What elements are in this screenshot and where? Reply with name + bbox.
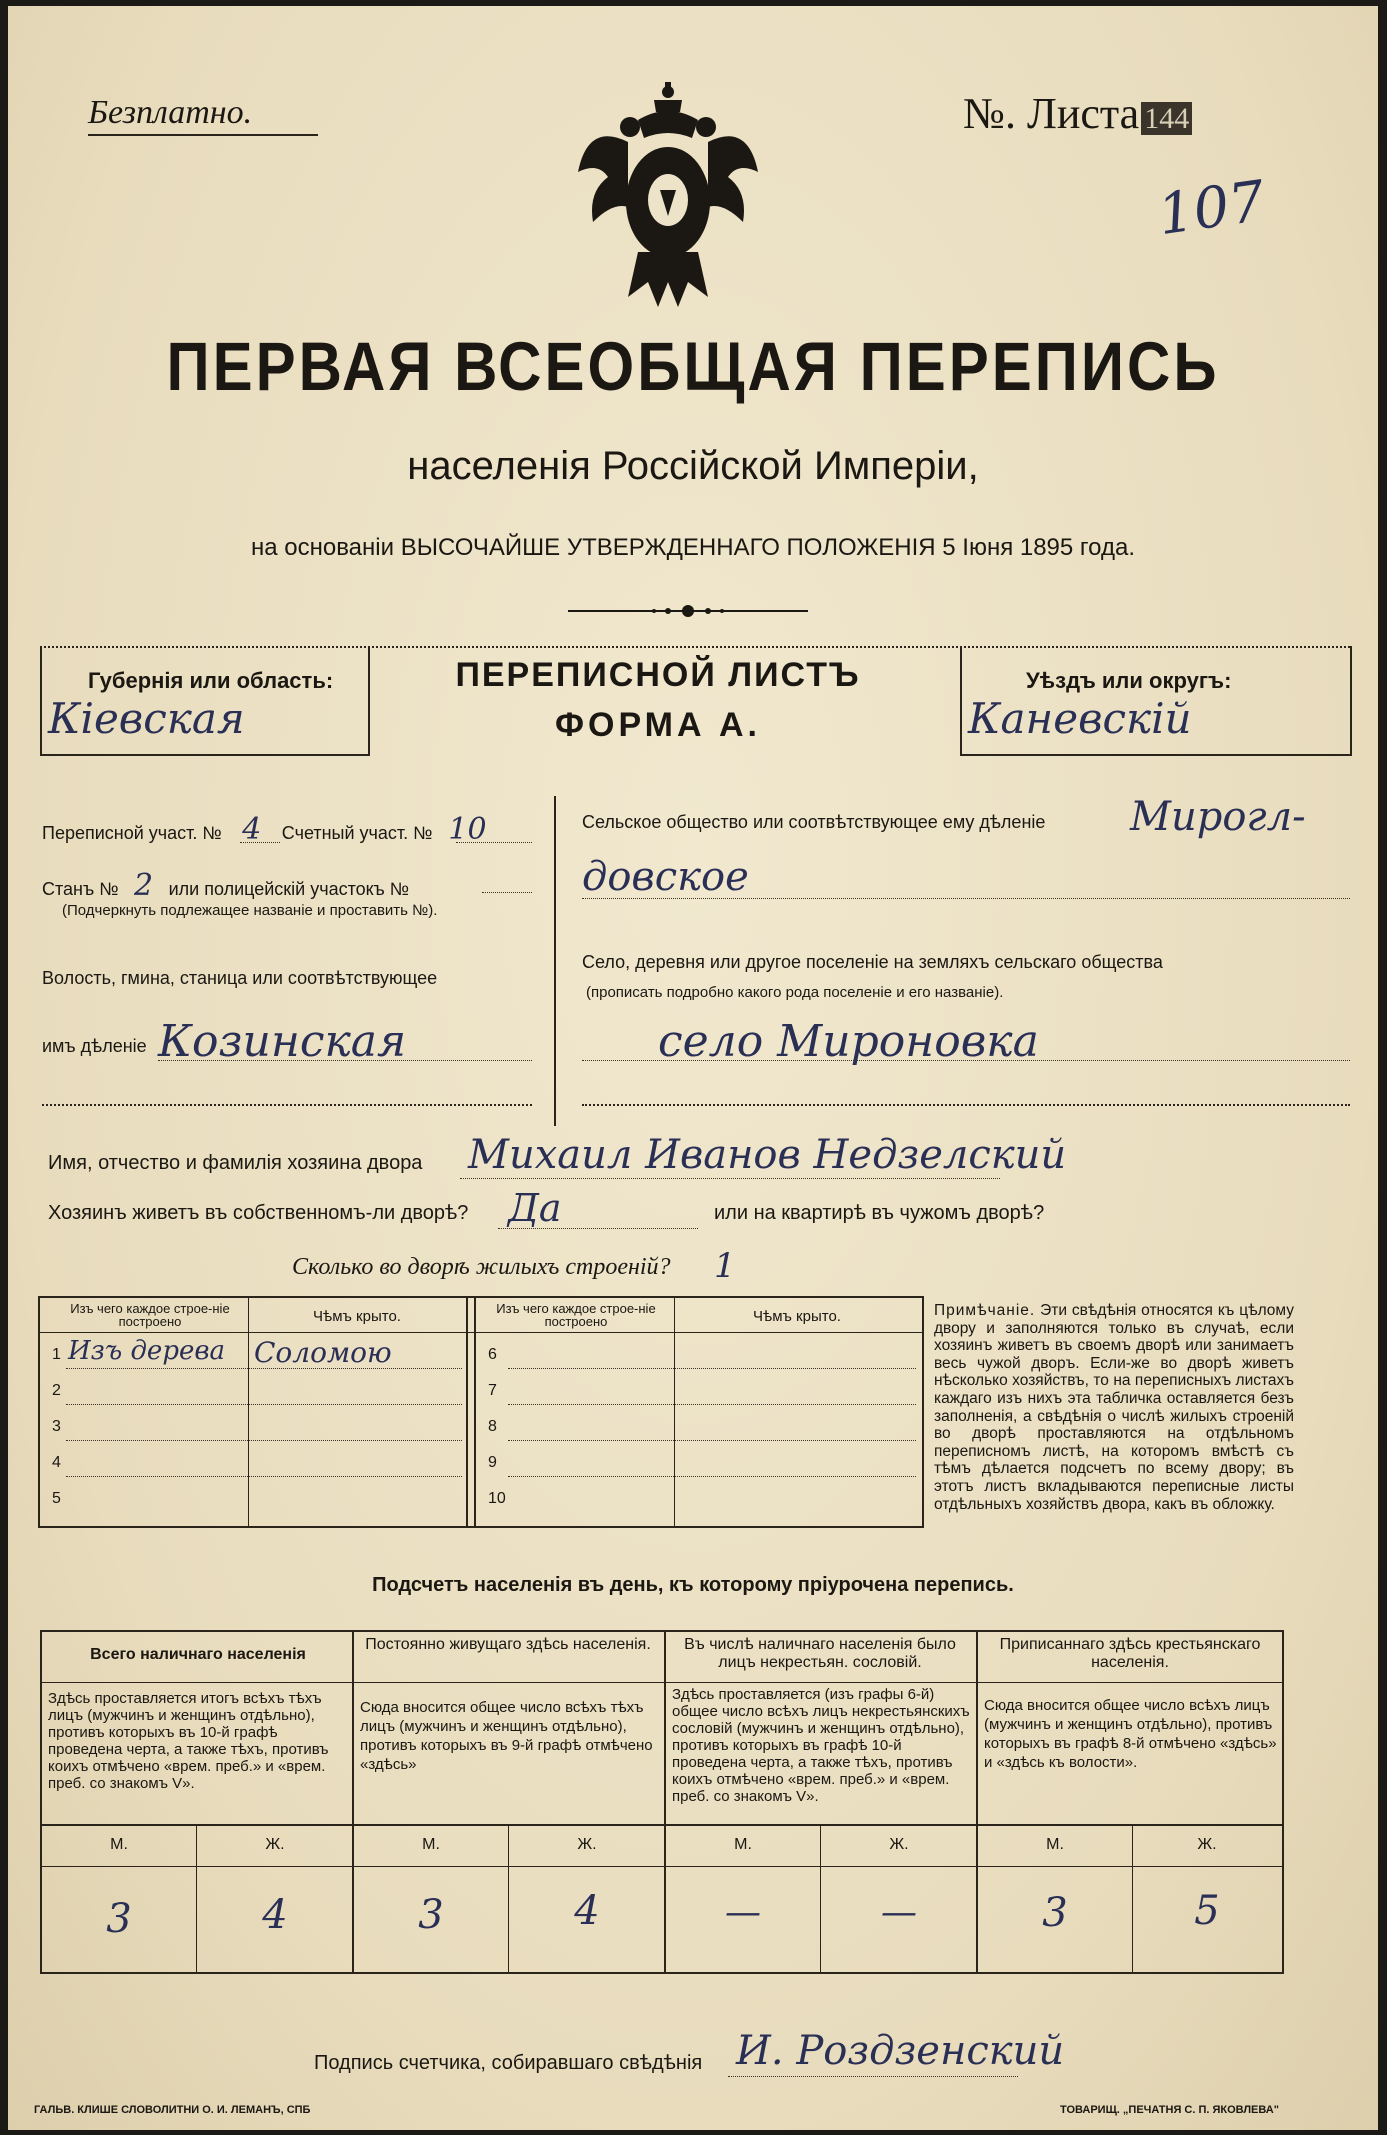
village-line [582, 1060, 1350, 1061]
building-row-no: 9 [488, 1454, 497, 1471]
volost-label-line1: Волость, гмина, станица или соотвѣтствующее [42, 968, 438, 988]
count-female-label: Ж. [265, 1836, 285, 1853]
census-section-label: Переписной участ. № [42, 823, 222, 843]
signature-value: И. Роздзенский [736, 2028, 1065, 2074]
sheet-number-label [963, 88, 1192, 139]
main-title: ПЕРВАЯ ВСЕОБЩАЯ ПЕРЕПИСЬ [166, 327, 1220, 406]
printer-right: ТОВАРИЩ. „ПЕЧАТНЯ С. П. ЯКОВЛЕВА" [1060, 2104, 1279, 2116]
stan-value: 2 [134, 868, 154, 903]
building-row [38, 1336, 466, 1372]
count-sub-split-4 [1132, 1824, 1133, 1972]
note-heading: Примѣчаніе. [934, 1302, 1036, 1319]
building-row-no: 6 [488, 1346, 497, 1363]
volost-line [158, 1060, 532, 1061]
building-row-no: 4 [52, 1454, 61, 1471]
count-male-label: М. [110, 1836, 128, 1853]
ornament-divider [568, 601, 808, 621]
building-row-roof: Соломою [254, 1336, 392, 1369]
society-line [582, 898, 1350, 899]
col-material-right: Изъ чего каждое строе-ніе построено [496, 1301, 656, 1329]
count-male-value: 3 [106, 1896, 132, 1942]
building-row [474, 1372, 920, 1408]
count-group-desc: Здѣсь проставляется итогъ всѣхъ тѣхъ лицъ (мужчинъ и женщинъ отдѣльно), противъ которыхъ въ 10-й графѣ проведена черта, а также тѣхъ, противъ коихъ отмѣчено «врем. преб.» и «врем. преб. со знакомъ V». [48, 1690, 329, 1792]
count-sub-split-1 [196, 1824, 197, 1972]
stan-field [42, 868, 409, 903]
signature-line [728, 2076, 1018, 2077]
count-female-value: 4 [574, 1888, 600, 1934]
free-label: Безплатно. [88, 94, 253, 131]
count-group-title: Приписаннаго здѣсь крестьянскаго населенія. [999, 1636, 1261, 1671]
census-section-value: 4 [242, 812, 262, 847]
own-yard-line [498, 1228, 698, 1229]
note-block [934, 1302, 1294, 1513]
building-row-no: 5 [52, 1490, 61, 1507]
own-yard-label: Хозяинъ живетъ въ собственномъ-ли дворѣ? [48, 1202, 469, 1224]
form-title-line1: ПЕРЕПИСНОЙ ЛИСТЪ [455, 656, 861, 694]
count-male-label: М. [1046, 1836, 1064, 1853]
count-title-rule [40, 1682, 1282, 1683]
building-row [474, 1480, 920, 1516]
right-fields-bottom-rule [582, 1104, 1350, 1106]
counting-section-value: 10 [448, 812, 487, 847]
center-divider [554, 796, 556, 1126]
printer-left: ГАЛЬВ. КЛИШЕ СЛОВОЛИТНИ О. И. ЛЕМАНЪ, СПБ [34, 2104, 311, 2116]
count-male-value: — [725, 1892, 761, 1933]
count-desc-rule [40, 1824, 1282, 1826]
rented-label: или на квартирѣ въ чужомъ дворѣ? [714, 1202, 1045, 1224]
building-row-no: 1 [52, 1346, 61, 1363]
building-row [38, 1444, 466, 1480]
count-group-title: Въ числѣ наличнаго населенія было лицъ некрестьян. сословій. [684, 1636, 956, 1671]
count-female-label: Ж. [889, 1836, 909, 1853]
count-male-value: 3 [1042, 1890, 1068, 1936]
buildings-label: Сколько во дворѣ жилыхъ строеній? [292, 1254, 671, 1280]
census-section-line [240, 842, 280, 843]
counting-section-line [456, 842, 532, 843]
count-female-label: Ж. [1197, 1836, 1217, 1853]
count-female-label: Ж. [577, 1836, 597, 1853]
count-mf-rule [40, 1866, 1282, 1867]
double-headed-eagle-emblem [568, 82, 768, 312]
buildings-rows-right [474, 1336, 920, 1516]
buildings-rows-left [38, 1336, 466, 1516]
district-label: Уѣздъ или округъ: [1026, 668, 1232, 693]
owner-name-line [460, 1178, 1000, 1179]
left-fields-bottom-rule [42, 1104, 532, 1106]
sheet-number-handwritten: 107 [1153, 168, 1269, 249]
count-sub-split-2 [508, 1824, 509, 1972]
free-underline [88, 134, 318, 136]
owner-name-value: Михаил Иванов Недзелский [468, 1132, 1067, 1178]
sheet-number-text: №. Листа [963, 89, 1140, 138]
stan-label: Станъ № [42, 879, 119, 899]
society-value-line2: довское [582, 854, 749, 900]
building-row-no: 7 [488, 1382, 497, 1399]
district-value: Каневскій [968, 694, 1192, 743]
count-male-label: М. [734, 1836, 752, 1853]
col-material-left: Изъ чего каждое строе-ніе построено [70, 1301, 230, 1329]
building-row-no: 2 [52, 1382, 61, 1399]
building-row [38, 1408, 466, 1444]
count-female-value: — [881, 1892, 917, 1933]
subtitle: населенія Россійской Имперіи, [407, 444, 979, 488]
count-group-desc: Сюда вносится общее число всѣхъ тѣхъ лицъ (мужчинъ и женщинъ отдѣльно), противъ которыхъ въ 9-й графѣ отмѣчено «здѣсь» [360, 1699, 653, 1773]
count-group-title: Постоянно живущаго здѣсь населенія. [365, 1636, 651, 1653]
count-female-value: 5 [1194, 1888, 1220, 1934]
volost-value: Козинская [158, 1016, 407, 1067]
col-roof-right: Чѣмъ крыто. [753, 1308, 841, 1325]
count-sub-split-3 [820, 1824, 821, 1972]
count-heading: Подсчетъ населенія въ день, къ которому пріурочена перепись. [372, 1574, 1014, 1596]
sheet-number-stamp: 144 [1141, 102, 1192, 135]
col-roof-left: Чѣмъ крыто. [313, 1308, 401, 1325]
province-label: Губернія или область: [88, 668, 334, 693]
building-row-no: 10 [488, 1490, 506, 1507]
buildings-value: 1 [714, 1246, 736, 1286]
building-row [474, 1336, 920, 1372]
count-male-value: 3 [418, 1892, 444, 1938]
count-group-desc: Сюда вносится общее число всѣхъ лицъ (мужчинъ и женщинъ отдѣльно), противъ которыхъ въ графѣ 8-й отмѣчено «здѣсь» и «здѣсь къ волости». [984, 1697, 1277, 1771]
building-row-no: 8 [488, 1418, 497, 1435]
society-value-line1: Мирогл- [1130, 794, 1306, 840]
police-label: или полицейскій участокъ № [168, 879, 410, 899]
signature-label: Подпись счетчика, собиравшаго свѣдѣнія [314, 2052, 703, 2074]
legal-basis: на основаніи ВЫСОЧАЙШЕ УТВЕРЖДЕННАГО ПОЛОЖЕНІЯ 5 Іюня 1895 года. [250, 534, 1135, 561]
building-row-no: 3 [52, 1418, 61, 1435]
building-row [474, 1408, 920, 1444]
police-note: (Подчеркнуть подлежащее названіе и проставить №). [62, 902, 438, 919]
buildings-header-rule [38, 1332, 922, 1333]
count-group-title: Всего наличнаго населенія [90, 1646, 306, 1663]
society-label: Сельское общество или соотвѣтствующее ему дѣленіе [582, 812, 1046, 832]
own-yard-value: Да [508, 1186, 562, 1230]
count-group-desc: Здѣсь проставляется (изъ графы 6-й) общее число всѣхъ лицъ некрестьянскихъ сословій (мужчинъ и женщинъ отдѣльно), противъ которыхъ въ графѣ 10-й проведена черта, а также тѣхъ, противъ коихъ отмѣчено «врем. преб.» и «врем. преб. со знакомъ V». [672, 1686, 970, 1805]
census-sheet [8, 6, 1378, 2130]
village-label: Село, деревня или другое поселеніе на земляхъ сельскаго общества [582, 952, 1163, 972]
note-text: Эти свѣдѣнія относятся къ цѣлому двору и заполняются только въ случаѣ, если хозяинъ живетъ въ своемъ дворѣ или занимаетъ весь чужой дворъ. Если-же во дворѣ живетъ нѣсколько хозяйствъ, то на переписныхъ листахъ каждаго изъ нихъ эта табличка оставляется безъ заполненія, а свѣдѣнія о числѣ жилыхъ строеній во дворѣ проставляются на отдѣльномъ переписномъ листѣ, на которомъ вмѣстѣ съ тѣмъ дѣлается подсчетъ по всему двору; въ этотъ листъ вкладываются переписные листы отдѣльныхъ хозяйствъ двора, какъ въ обложку. [934, 1302, 1294, 1513]
village-note: (прописать подробно какого рода поселеніе и его названіе). [586, 984, 1004, 1001]
building-row [38, 1372, 466, 1408]
buildings-table-split [466, 1296, 468, 1526]
owner-name-label: Имя, отчество и фамилія хозяина двора [48, 1152, 423, 1174]
counting-section-label: Счетный участ. № [281, 823, 433, 843]
village-value: село Мироновка [658, 1016, 1039, 1067]
police-line [482, 892, 532, 893]
count-female-value: 4 [262, 1892, 288, 1938]
volost-label-line2: имъ дѣленіе [42, 1036, 147, 1056]
count-male-label: М. [422, 1836, 440, 1853]
form-title-line2: ФОРМА А. [554, 706, 762, 744]
building-row [474, 1444, 920, 1480]
building-row [38, 1480, 466, 1516]
province-value: Кіевская [48, 694, 245, 743]
building-row-material: Изъ дерева [68, 1336, 225, 1366]
